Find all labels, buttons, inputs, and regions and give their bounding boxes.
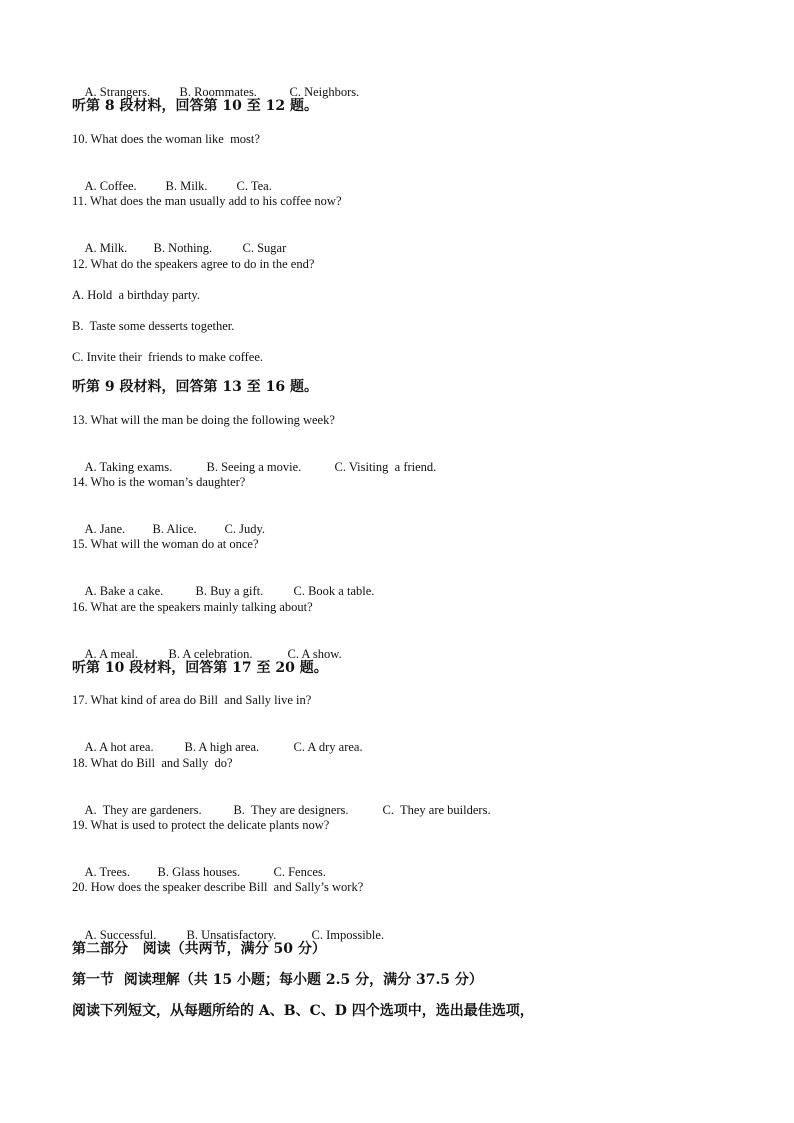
q18-option-a: A. They are gardeners. xyxy=(84,803,202,817)
q16-question: 16. What are the speakers mainly talking about? xyxy=(72,600,313,614)
q15-option-b: B. Buy a gift. xyxy=(195,584,264,598)
q13-option-b: B. Seeing a movie. xyxy=(206,460,302,474)
q15-question: 15. What will the woman do at once? xyxy=(72,537,259,551)
q9-option-a: A. Strangers. xyxy=(84,85,151,99)
q15-option-a: A. Bake a cake. xyxy=(84,584,164,598)
q10-option-a: A. Coffee. xyxy=(84,179,137,193)
q17-option-a: A. A hot area. xyxy=(84,740,154,754)
q12-option-b: B. Taste some desserts together. xyxy=(72,319,235,333)
q18-option-c: C. They are builders. xyxy=(382,803,491,817)
q19-question: 19. What is used to protect the delicate plants now? xyxy=(72,818,330,832)
q20-option-a: A. Successful. xyxy=(84,928,157,942)
q18-option-b: B. They are designers. xyxy=(233,803,349,817)
q17-option-c: C. A dry area. xyxy=(293,740,363,754)
q20-option-c: C. Impossible. xyxy=(311,928,385,942)
q9-option-c: C. Neighbors. xyxy=(289,85,360,99)
part2-section1-heading: 第一节 阅读理解（共 15 小题；每小题 2.5 分，满分 37.5 分） xyxy=(72,972,483,988)
q19-option-b: B. Glass houses. xyxy=(157,865,241,879)
q11-option-b: B. Nothing. xyxy=(153,241,213,255)
q10-option-b: B. Milk. xyxy=(165,179,208,193)
q10-option-c: C. Tea. xyxy=(236,179,272,193)
q13-option-c: C. Visiting a friend. xyxy=(334,460,437,474)
q11-option-a: A. Milk. xyxy=(84,241,128,255)
section8-heading: 听第 8 段材料，回答第 10 至 12 题。 xyxy=(72,98,318,114)
q14-option-a: A. Jane. xyxy=(84,522,126,536)
q10-question: 10. What does the woman like most? xyxy=(72,132,260,146)
q20-question: 20. How does the speaker describe Bill and Sally’s work? xyxy=(72,880,364,894)
part2-heading: 第二部分 阅读（共两节，满分 50 分） xyxy=(72,941,326,957)
reading-instruction: 阅读下列短文，从每题所给的 A、B、C、D 四个选项中，选出最佳选项， xyxy=(72,1003,534,1019)
section10-heading: 听第 10 段材料，回答第 17 至 20 题。 xyxy=(72,660,328,676)
q14-option-b: B. Alice. xyxy=(152,522,197,536)
q15-option-c: C. Book a table. xyxy=(293,584,375,598)
q13-question: 13. What will the man be doing the following week? xyxy=(72,413,335,427)
q19-option-c: C. Fences. xyxy=(273,865,326,879)
q12-option-a: A. Hold a birthday party. xyxy=(72,288,200,302)
q16-option-a: A. A meal. xyxy=(84,647,138,661)
q14-question: 14. Who is the woman’s daughter? xyxy=(72,475,246,489)
q19-option-a: A. Trees. xyxy=(84,865,130,879)
q20-option-b: B. Unsatisfactory. xyxy=(186,928,277,942)
q18-question: 18. What do Bill and Sally do? xyxy=(72,756,233,770)
q9-option-b: B. Roommates. xyxy=(179,85,257,99)
section9-heading: 听第 9 段材料，回答第 13 至 16 题。 xyxy=(72,379,318,395)
q11-question: 11. What does the man usually add to his coffee now? xyxy=(72,194,342,208)
q16-option-c: C. A show. xyxy=(287,647,342,661)
q12-question: 12. What do the speakers agree to do in the end? xyxy=(72,257,315,271)
q14-option-c: C. Judy. xyxy=(224,522,266,536)
q12-option-c: C. Invite their friends to make coffee. xyxy=(72,350,264,364)
q17-question: 17. What kind of area do Bill and Sally live in? xyxy=(72,693,312,707)
q13-option-a: A. Taking exams. xyxy=(84,460,173,474)
q11-option-c: C. Sugar xyxy=(242,241,287,255)
q17-option-b: B. A high area. xyxy=(184,740,260,754)
q16-option-b: B. A celebration. xyxy=(168,647,253,661)
